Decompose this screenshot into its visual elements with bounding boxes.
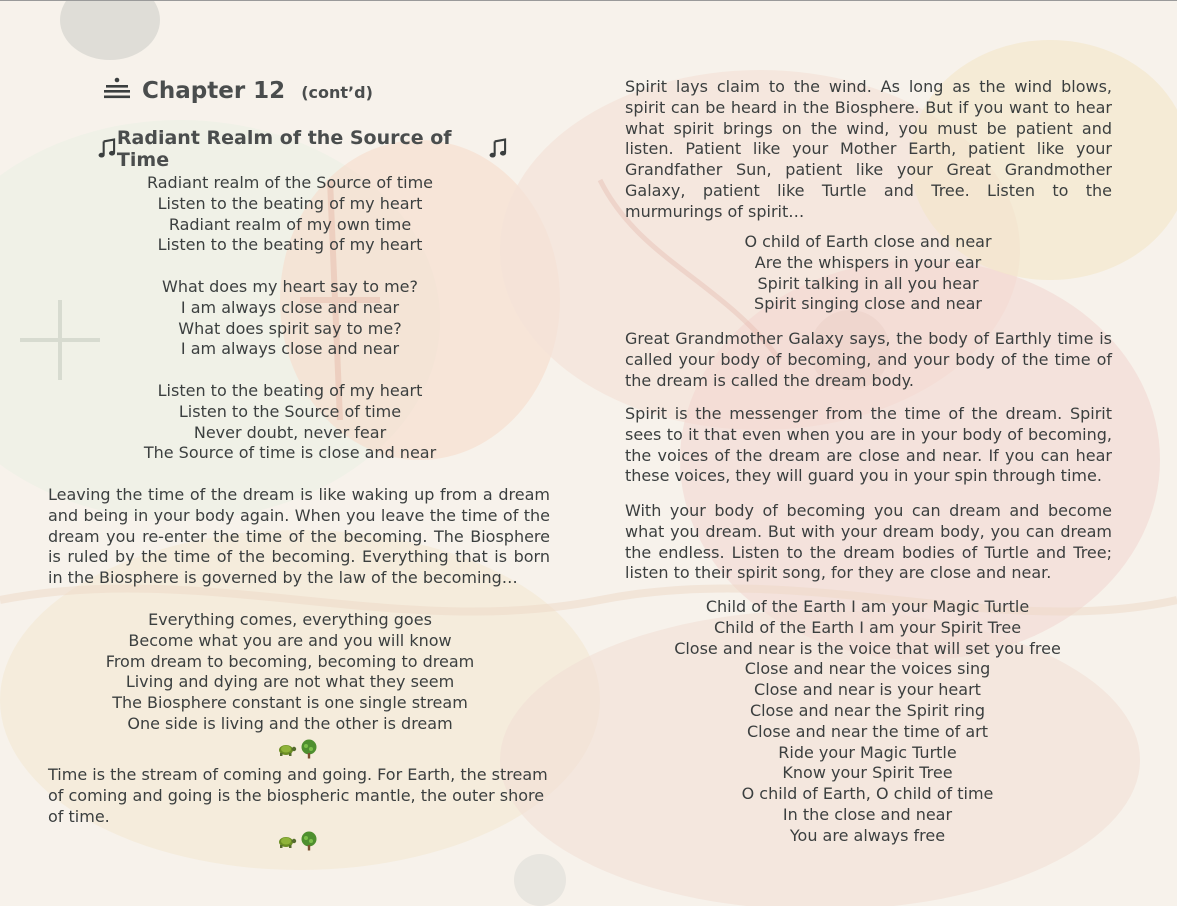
poem-line: Become what you are and you will know [128,630,452,650]
poem-line: Are the whispers in your ear [754,252,982,272]
poem-line: Close and near the voices sing [744,659,991,679]
chapter-continued: (cont’d) [301,83,373,102]
poem-stanza [80,610,500,735]
poem-line: Child of the Earth I am your Magic Turtle [705,597,1030,616]
poem-stanza [100,173,480,256]
poem-line: O child of Earth close and near [744,232,992,251]
poem-line: Listen to the beating of my heart [157,193,423,213]
turtle-icon [277,739,297,759]
poem-line: Listen to the beating of my heart [157,235,423,255]
poem-line: The Source of time is close and near [143,443,437,463]
tree-icon [299,831,319,851]
poem-line: Radiant realm of my own time [168,214,412,234]
poem-line: Close and near the time of art [746,721,989,741]
song-title [98,127,508,171]
poem-line: Know your Spirit Tree [782,763,953,783]
poem-line: I am always close and near [180,339,400,359]
poem-line: Living and dying are not what they seem [125,672,455,692]
body-paragraph: Spirit is the messenger from the time of the dream. Spirit sees to it that even when you are in your body of becoming, the voices of the dream are close and near. If you can hear these voices, they will guard you in your spin through time. [625,404,1112,486]
poem-stanza [640,597,1095,847]
poem-line: The Biosphere constant is one single stream [112,693,468,713]
tree-icon [299,739,319,759]
body-paragraph: With your body of becoming you can dream and become what you dream. But with your dream body, you can dream the endless. Listen to the dream bodies of Turtle and Tree; listen to their spirit song, for they are close and near. [625,501,1112,583]
poem-line: Listen to the Source of time [178,401,402,421]
poem-line: I am always close and near [180,297,400,317]
poem-line: Close and near is the voice that will set you free [674,638,1061,658]
poem-line: You are always free [789,825,946,845]
poem-line: From dream to becoming, becoming to dream [105,651,475,671]
body-paragraph: Leaving the time of the dream is like waking up from a dream and being in your body again. When you leave the time of the dream you re-enter the time of the becoming. The Biosphere is ruled by the time of the becoming. Everything that is born in the Biosphere is governed by the law of the becoming… [48,485,550,588]
chapter-heading [102,74,373,104]
chapter-title: Chapter 12 [142,78,286,104]
body-paragraph: Spirit lays claim to the wind. As long as the wind blows, spirit can be heard in the Biosphere. But if you want to hear what spirit brings on the wind, you must be patient and listen. Patient like your Mother Earth, patient like your Grandfather Sun, patient like your Great Grandmother Galaxy, patient like Turtle and Tree. Listen to the murmurings of spirit… [625,77,1112,221]
poem-line: O child of Earth, O child of time [741,784,994,804]
turtle-tree-divider [277,831,319,851]
music-note-icon [489,138,508,160]
poem-line: Ride your Magic Turtle [778,742,957,762]
music-note-icon [98,138,117,160]
body-paragraph: Great Grandmother Galaxy says, the body of Earthly time is called your body of becoming, and your body of the time of the dream is called the dream body. [625,329,1112,390]
poem-line: Never doubt, never fear [193,422,387,442]
turtle-icon [277,831,297,851]
poem-stanza [100,381,480,464]
poem-line: Listen to the beating of my heart [157,381,423,400]
poem-line: One side is living and the other is dream [127,713,453,733]
poem-line: Close and near is your heart [754,680,981,700]
chapter-glyph-icon [102,76,132,100]
song-title-text: Radiant Realm of the Source of Time [116,127,452,171]
body-paragraph: Time is the stream of coming and going. For Earth, the stream of coming and going is the biospheric mantle, the outer shore of time. [48,765,548,826]
poem-line: What does spirit say to me? [178,318,402,338]
poem-line: Spirit singing close and near [754,294,982,314]
poem-stanza [668,232,1068,315]
poem-line: Child of the Earth I am your Spirit Tree [713,617,1022,637]
poem-line: Radiant realm of the Source of time [146,173,433,192]
poem-line: What does my heart say to me? [162,277,418,296]
poem-line: Everything comes, everything goes [148,610,432,629]
top-border [0,0,1177,1]
poem-line: Close and near the Spirit ring [749,700,986,720]
poem-stanza [100,277,480,360]
poem-line: In the close and near [782,804,953,824]
poem-line: Spirit talking in all you hear [757,273,979,293]
turtle-tree-divider [277,739,319,759]
